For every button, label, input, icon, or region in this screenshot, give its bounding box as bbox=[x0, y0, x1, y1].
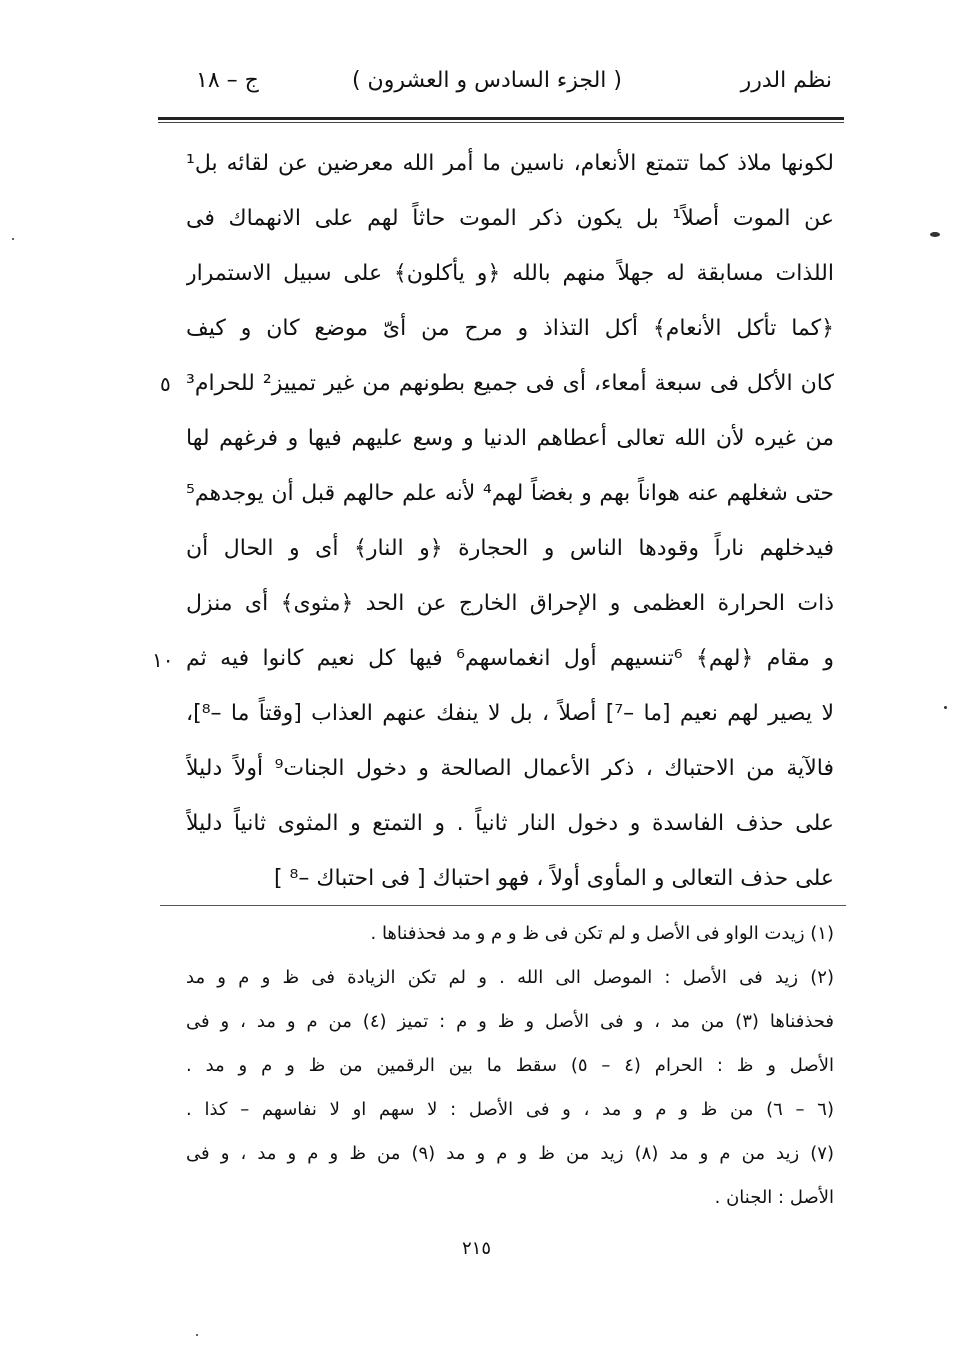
footnote-line: الأصل : الجنان . bbox=[714, 1187, 834, 1208]
text-line: ﴿كما تأكل الأنعام﴾ أكل التذاذ و مرح من أىّ موضع كان و كيف bbox=[186, 316, 834, 341]
running-header bbox=[160, 62, 840, 110]
scan-speck bbox=[930, 232, 940, 237]
page-number: ٢١٥ bbox=[461, 1238, 491, 1259]
part-label: ( الجزء السادس و العشرون ) bbox=[351, 68, 622, 93]
text-line: حتى شغلهم عنه هواناً بهم و بغضاً لهم⁴ لأنه علم حالهم قبل أن يوجدهم⁵ bbox=[186, 481, 834, 506]
header-rule bbox=[158, 117, 844, 120]
footnote-line: (٦ – ٦) من ظ و م و مد ، و فى الأصل : لا سهم او لا نفاسهم – كذا . bbox=[186, 1099, 834, 1120]
line-number-5: ٥ bbox=[160, 372, 171, 396]
scan-speck bbox=[944, 706, 947, 709]
footnotes bbox=[186, 912, 834, 1220]
text-line: اللذات مسابقة له جهلاً منهم بالله ﴿و يأكلون﴾ على سبيل الاستمرار bbox=[186, 261, 834, 286]
scan-speck bbox=[12, 238, 14, 240]
text-line: ذات الحرارة العظمى و الإحراق الخارج عن الحد ﴿مثوى﴾ أى منزل bbox=[186, 591, 834, 616]
footnote-line: (١) زيدت الواو فى الأصل و لم تكن فى ظ و م و مد فحذفناها . bbox=[370, 923, 834, 944]
footnote-line: الأصل و ظ : الحرام (٤ – ٥) سقط ما بين الرقمين من ظ و م و مد . bbox=[186, 1055, 834, 1076]
footnote-rule bbox=[160, 905, 846, 906]
text-line: لا يصير لهم نعيم [ما –⁷] أصلاً ، بل لا ينفك عنهم العذاب [وقتاً ما –⁸]، bbox=[186, 701, 834, 726]
text-line: على حذف الفاسدة و دخول النار ثانياً . و التمتع و المثوى ثانياً دليلاً bbox=[186, 811, 834, 836]
header-rule-thin bbox=[158, 122, 844, 123]
footnote-line: (٢) زيد فى الأصل : الموصل الى الله . و لم تكن الزيادة فى ظ و م و مد bbox=[186, 967, 834, 988]
text-line: فيدخلهم ناراً وقودها الناس و الحجارة ﴿و النار﴾ أى و الحال أن bbox=[186, 536, 834, 561]
text-line: على حذف التعالى و المأوى أولاً ، فهو احتباك [ فى احتباك –⁸ ] bbox=[273, 866, 834, 891]
text-line: لكونها ملاذ كما تتمتع الأنعام، ناسين ما أمر الله معرضين عن لقائه بل¹ bbox=[186, 151, 834, 176]
line-number-10: ١٠ bbox=[152, 648, 174, 672]
text-line: كان الأكل فى سبعة أمعاء، أى فى جميع بطونهم من غير تمييز² للحرام³ bbox=[186, 371, 834, 396]
main-text bbox=[186, 136, 834, 906]
text-line: عن الموت أصلاً¹ بل يكون ذكر الموت حاثاً لهم على الانهماك فى bbox=[186, 206, 834, 231]
text-line: و مقام ﴿لهم﴾ ⁶تنسيهم أول انغماسهم⁶ فيها كل نعيم كانوا فيه ثم bbox=[186, 646, 834, 671]
volume-label: ج – ١٨ bbox=[196, 68, 259, 93]
text-line: من غيره لأن الله تعالى أعطاهم الدنيا و وسع عليهم فيها و فرغهم لها bbox=[186, 426, 834, 451]
scan-speck bbox=[196, 1334, 198, 1336]
footnote-line: فحذفناها (٣) من مد ، و فى الأصل و ظ و م : تميز (٤) من م و مد ، و فى bbox=[186, 1011, 834, 1032]
footnote-line: (٧) زيد من م و مد (٨) زيد من ظ و م و مد (٩) من ظ و م و مد ، و فى bbox=[186, 1143, 834, 1164]
book-title: نظم الدرر bbox=[740, 68, 832, 93]
text-line: فالآية من الاحتباك ، ذكر الأعمال الصالحة و دخول الجنات⁹ أولاً دليلاً bbox=[186, 756, 834, 781]
